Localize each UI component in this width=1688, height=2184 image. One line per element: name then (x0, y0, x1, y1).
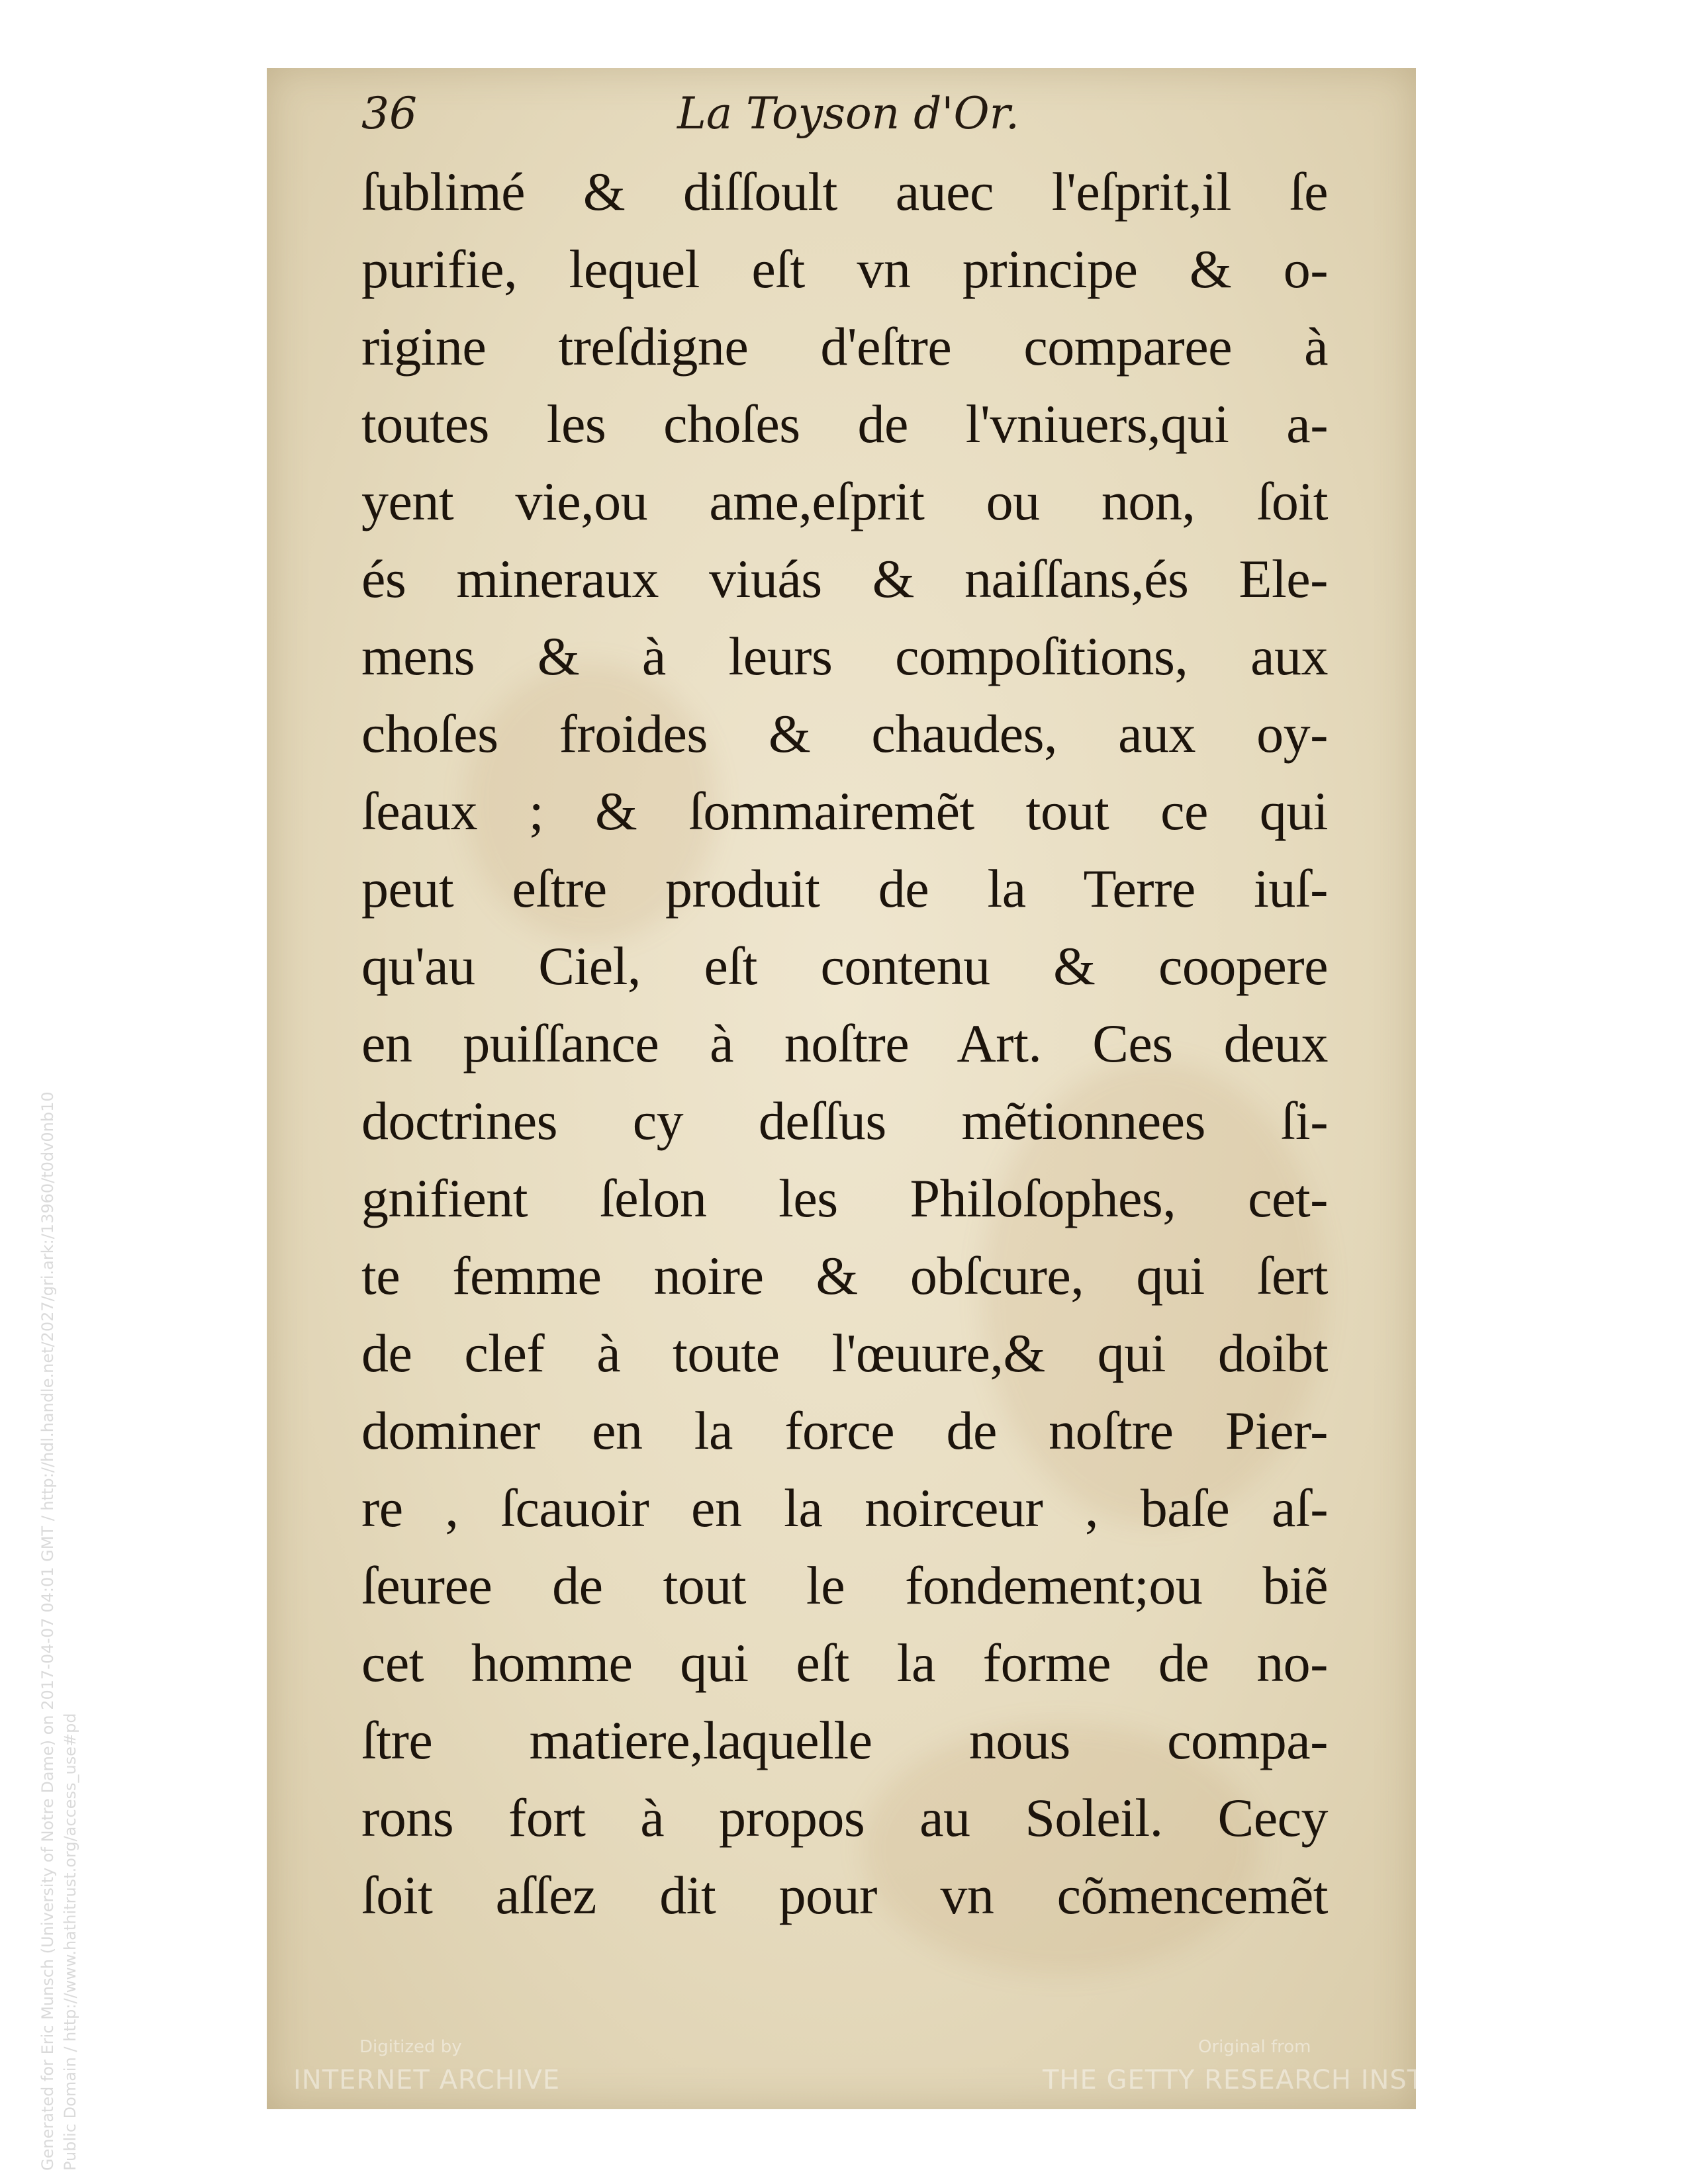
page-number: 36 (361, 88, 417, 139)
running-title: La Toyson d'Or. (677, 88, 1019, 139)
text-line: peut eſtre produit de la Terre iuſ- (361, 858, 1328, 919)
watermark-generated-line: Generated for Eric Munsch (University of Notre Dame) on 2017-04-07 04:01 GMT / http://hdl.handle.net/2027/gri.ark:/13960/t0dv0nb10 (38, 1091, 57, 2171)
text-line: rigine treſdigne d'eſtre comparee à (361, 316, 1328, 377)
text-line: cet homme qui eſt la forme de no- (361, 1633, 1328, 1693)
text-line: ſublimé & diſſoult auec l'eſprit,il ſe (361, 161, 1328, 222)
text-line: rons fort à propos au Soleil. Cecy (361, 1788, 1328, 1848)
text-line: re , ſcauoir en la noirceur , baſe aſ- (361, 1478, 1328, 1538)
text-line: ſeuree de tout le fondement;ou biẽ (361, 1555, 1328, 1615)
text-line: gnifient ſelon les Philoſophes, cet- (361, 1168, 1328, 1228)
text-line: en puiſſance à noſtre Art. Ces deux (361, 1013, 1328, 1073)
digitized-by-source: INTERNET ARCHIVE (293, 2065, 561, 2095)
text-line: toutes les choſes de l'vniuers,qui a- (361, 394, 1328, 454)
text-line: purifie, lequel eſt vn principe & o- (361, 239, 1328, 299)
text-line: te femme noire & obſcure, qui ſert (361, 1246, 1328, 1306)
digitized-by-label: Digitized by (359, 2037, 462, 2057)
watermark-rights-line: Public Domain / http://www.hathitrust.org/access_use#pd (61, 1713, 79, 2171)
text-line: qu'au Ciel, eſt contenu & coopere (361, 936, 1328, 996)
running-head (267, 75, 1416, 148)
original-from-source: THE GETTY RESEARCH INSTITUTE (1043, 2065, 1504, 2095)
text-line: és mineraux viuás & naiſſans,és Ele- (361, 549, 1328, 609)
scanned-page (267, 68, 1416, 2109)
text-line: doctrines cy deſſus mẽtionnees ſi- (361, 1091, 1328, 1151)
text-line: ſoit aſſez dit pour vn cõmencemẽt (361, 1865, 1328, 1925)
body-text (361, 153, 1328, 1934)
text-line: dominer en la force de noſtre Pier- (361, 1400, 1328, 1461)
text-line: ſtre matiere,laquelle nous compa- (361, 1710, 1328, 1770)
text-line: choſes froides & chaudes, aux oy- (361, 704, 1328, 764)
text-line: de clef à toute l'œuure,& qui doibt (361, 1323, 1328, 1383)
access-watermark (36, 781, 81, 2171)
original-from-label: Original from (1198, 2037, 1311, 2057)
text-line: ſeaux ; & ſommairemẽt tout ce qui (361, 781, 1328, 841)
text-line: mens & à leurs compoſitions, aux (361, 626, 1328, 686)
text-line: yent vie,ou ame,eſprit ou non, ſoit (361, 471, 1328, 531)
